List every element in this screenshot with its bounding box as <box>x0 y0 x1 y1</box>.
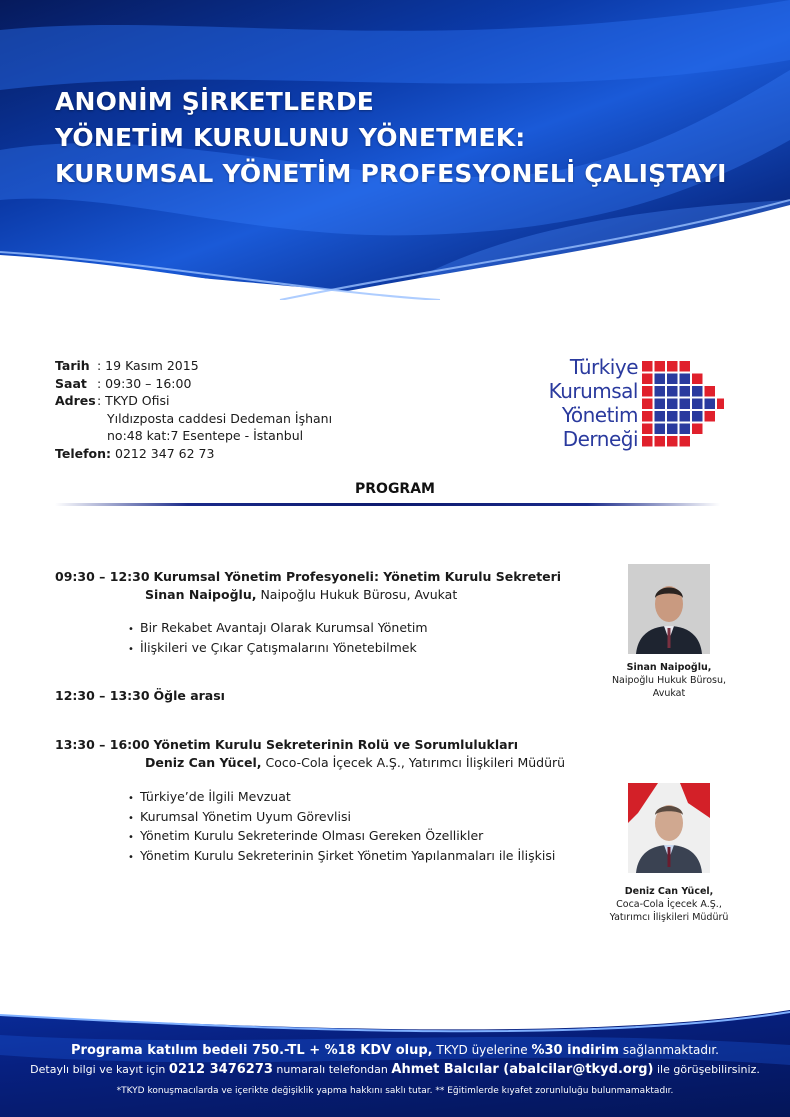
logo-grid-cell <box>717 399 724 410</box>
session-2-topic: Öğle arası <box>153 688 225 703</box>
title-line-3: KURUMSAL YÖNETİM PROFESYONELİ ÇALIŞTAYI <box>55 159 727 188</box>
event-title <box>55 84 727 192</box>
session-1-speaker-role: Naipoğlu Hukuk Bürosu, Avukat <box>256 587 458 602</box>
contact-prefix: Detaylı bilgi ve kayıt için <box>30 1063 169 1076</box>
session-1-time: 09:30 – 12:30 <box>55 569 150 584</box>
logo-line-3: Yönetim <box>561 403 638 427</box>
list-item: • Türkiye’de İlgili Mevzuat <box>128 788 555 808</box>
list-item: • Yönetim Kurulu Sekreterinde Olması Gereken Özellikler <box>128 827 555 847</box>
footer-disclaimer: *TKYD konuşmacılarda ve içerikte değişiklik yapma hakkını saklı tutar. ** Eğitimlerde kıyafet zorunluluğu bulunmamaktadır. <box>116 1086 674 1096</box>
event-info <box>55 357 332 462</box>
program-heading: PROGRAM <box>355 481 435 497</box>
logo-grid-cell <box>692 399 703 410</box>
contact-person: Ahmet Balcılar (abalcilar@tkyd.org) <box>391 1062 654 1077</box>
logo-grid-cell <box>705 399 716 410</box>
caption-name: Sinan Naipoğlu, <box>626 662 712 673</box>
contact-mid: numaralı telefondan <box>272 1063 392 1076</box>
fee-text: Programa katılım bedeli 750.-TL + %18 KDV olup, <box>71 1043 433 1058</box>
session-3-topic: Yönetim Kurulu Sekreterinin Rolü ve Sorumlulukları <box>153 737 519 752</box>
list-item: • Yönetim Kurulu Sekreterinin Şirket Yönetim Yapılanmaları ile İlişkisi <box>128 847 555 867</box>
logo-grid-cell <box>692 386 703 397</box>
discount-suffix: sağlanmaktadır. <box>619 1043 719 1057</box>
session-3-bullets <box>128 788 555 866</box>
speaker-caption-sinan <box>609 661 729 700</box>
phone-value: 0212 347 62 73 <box>111 445 215 461</box>
logo-grid-cell <box>655 424 666 435</box>
session-1-speaker-name: Sinan Naipoğlu, <box>145 587 257 602</box>
time-value: : 09:30 – 16:00 <box>97 375 192 391</box>
member-text: TKYD üyelerine <box>432 1043 532 1057</box>
logo-grid-cell <box>680 411 691 422</box>
logo-grid-cell <box>680 399 691 410</box>
logo-line-2: Kurumsal <box>548 379 638 403</box>
logo-grid-cell <box>655 411 666 422</box>
list-item: • Kurumsal Yönetim Uyum Görevlisi <box>128 808 555 828</box>
person-silhouette-icon <box>628 564 710 654</box>
address-line-3: no:48 kat:7 Esentepe - İstanbul <box>107 428 304 443</box>
session-3-speaker <box>55 754 565 772</box>
caption-line-3: Yatırımcı İlişkileri Müdürü <box>609 912 729 923</box>
caption-line-3: Avukat <box>652 688 686 699</box>
person-silhouette-icon <box>628 783 710 873</box>
time-row <box>55 375 332 393</box>
speaker-caption-deniz <box>609 885 729 924</box>
date-value: : 19 Kasım 2015 <box>97 358 199 373</box>
list-item: • İlişkileri ve Çıkar Çatışmalarını Yönetebilmek <box>128 639 428 659</box>
date-row <box>55 357 332 375</box>
program-divider <box>55 503 720 506</box>
logo-grid-cell <box>642 399 653 410</box>
session-2 <box>55 687 225 705</box>
logo-grid-cell <box>680 374 691 385</box>
logo-grid-cell <box>680 361 691 372</box>
session-2-time: 12:30 – 13:30 <box>55 688 150 703</box>
logo-grid-cell <box>680 386 691 397</box>
address-line-2: Yıldızposta caddesi Dedeman İşhanı <box>107 410 333 426</box>
footer-contact-line <box>0 1062 790 1077</box>
logo-grid-cell <box>642 411 653 422</box>
contact-suffix: ile görüşebilirsiniz. <box>653 1063 760 1076</box>
logo-grid-cell <box>680 424 691 435</box>
header-banner <box>0 0 790 300</box>
speaker-photo-sinan <box>628 564 710 654</box>
logo-grid-cell <box>667 361 678 372</box>
logo-grid-cell <box>705 386 716 397</box>
phone-label: Telefon: <box>55 445 112 461</box>
speaker-photo-deniz <box>628 783 710 873</box>
logo-grid-cell <box>667 424 678 435</box>
address-value: : TKYD Ofisi <box>97 393 170 408</box>
logo-grid-cell <box>655 386 666 397</box>
session-3-heading <box>55 736 565 754</box>
session-2-heading <box>55 687 225 705</box>
logo-line-1: Türkiye <box>569 355 638 379</box>
logo-grid-cell <box>642 386 653 397</box>
logo-grid-cell <box>692 424 703 435</box>
tkyd-logo <box>512 355 724 455</box>
title-line-1: ANONİM ŞİRKETLERDE <box>55 87 375 116</box>
logo-wordmark <box>512 355 638 451</box>
logo-grid-cell <box>642 374 653 385</box>
session-1-speaker <box>55 586 561 604</box>
session-1-topic: Kurumsal Yönetim Profesyoneli: Yönetim Kurulu Sekreteri <box>153 569 562 584</box>
logo-grid-cell <box>667 374 678 385</box>
footer-banner <box>0 990 790 1117</box>
caption-name: Deniz Can Yücel, <box>624 886 714 897</box>
date-label: Tarih <box>55 358 90 373</box>
session-1 <box>55 568 561 604</box>
logo-grid-cell <box>655 361 666 372</box>
logo-grid-cell <box>680 436 691 447</box>
logo-grid-cell <box>667 411 678 422</box>
footer-fee-line <box>0 1043 790 1058</box>
session-3-time: 13:30 – 16:00 <box>55 737 150 752</box>
logo-grid-cell <box>667 436 678 447</box>
session-1-heading <box>55 568 561 586</box>
caption-line-2: Coca-Cola İçecek A.Ş., <box>616 899 722 910</box>
contact-phone: 0212 3476273 <box>168 1062 273 1077</box>
logo-grid-cell <box>655 399 666 410</box>
caption-line-2: Naipoğlu Hukuk Bürosu, <box>611 675 727 686</box>
address-label: Adres <box>55 393 96 408</box>
address-row <box>55 392 332 410</box>
list-item: • Bir Rekabet Avantajı Olarak Kurumsal Yönetim <box>128 619 428 639</box>
logo-grid-cell <box>667 386 678 397</box>
phone-row <box>55 445 332 463</box>
logo-grid-icon <box>642 359 724 451</box>
logo-grid-cell <box>705 411 716 422</box>
session-3-speaker-role: Coco-Cola İçecek A.Ş., Yatırımcı İlişkileri Müdürü <box>261 755 566 770</box>
logo-grid-cell <box>642 424 653 435</box>
logo-grid-cell <box>667 399 678 410</box>
logo-grid-cell <box>692 374 703 385</box>
session-3-speaker-name: Deniz Can Yücel, <box>145 755 262 770</box>
logo-grid-cell <box>642 436 653 447</box>
time-label: Saat <box>55 375 87 391</box>
logo-grid-cell <box>642 361 653 372</box>
logo-grid-cell <box>655 436 666 447</box>
logo-grid-cell <box>655 374 666 385</box>
title-line-2: YÖNETİM KURULUNU YÖNETMEK: <box>55 123 526 152</box>
logo-line-4: Derneği <box>562 427 638 451</box>
session-1-bullets <box>128 619 428 658</box>
discount-text: %30 indirim <box>531 1043 619 1058</box>
session-3 <box>55 736 565 772</box>
logo-grid-cell <box>692 411 703 422</box>
